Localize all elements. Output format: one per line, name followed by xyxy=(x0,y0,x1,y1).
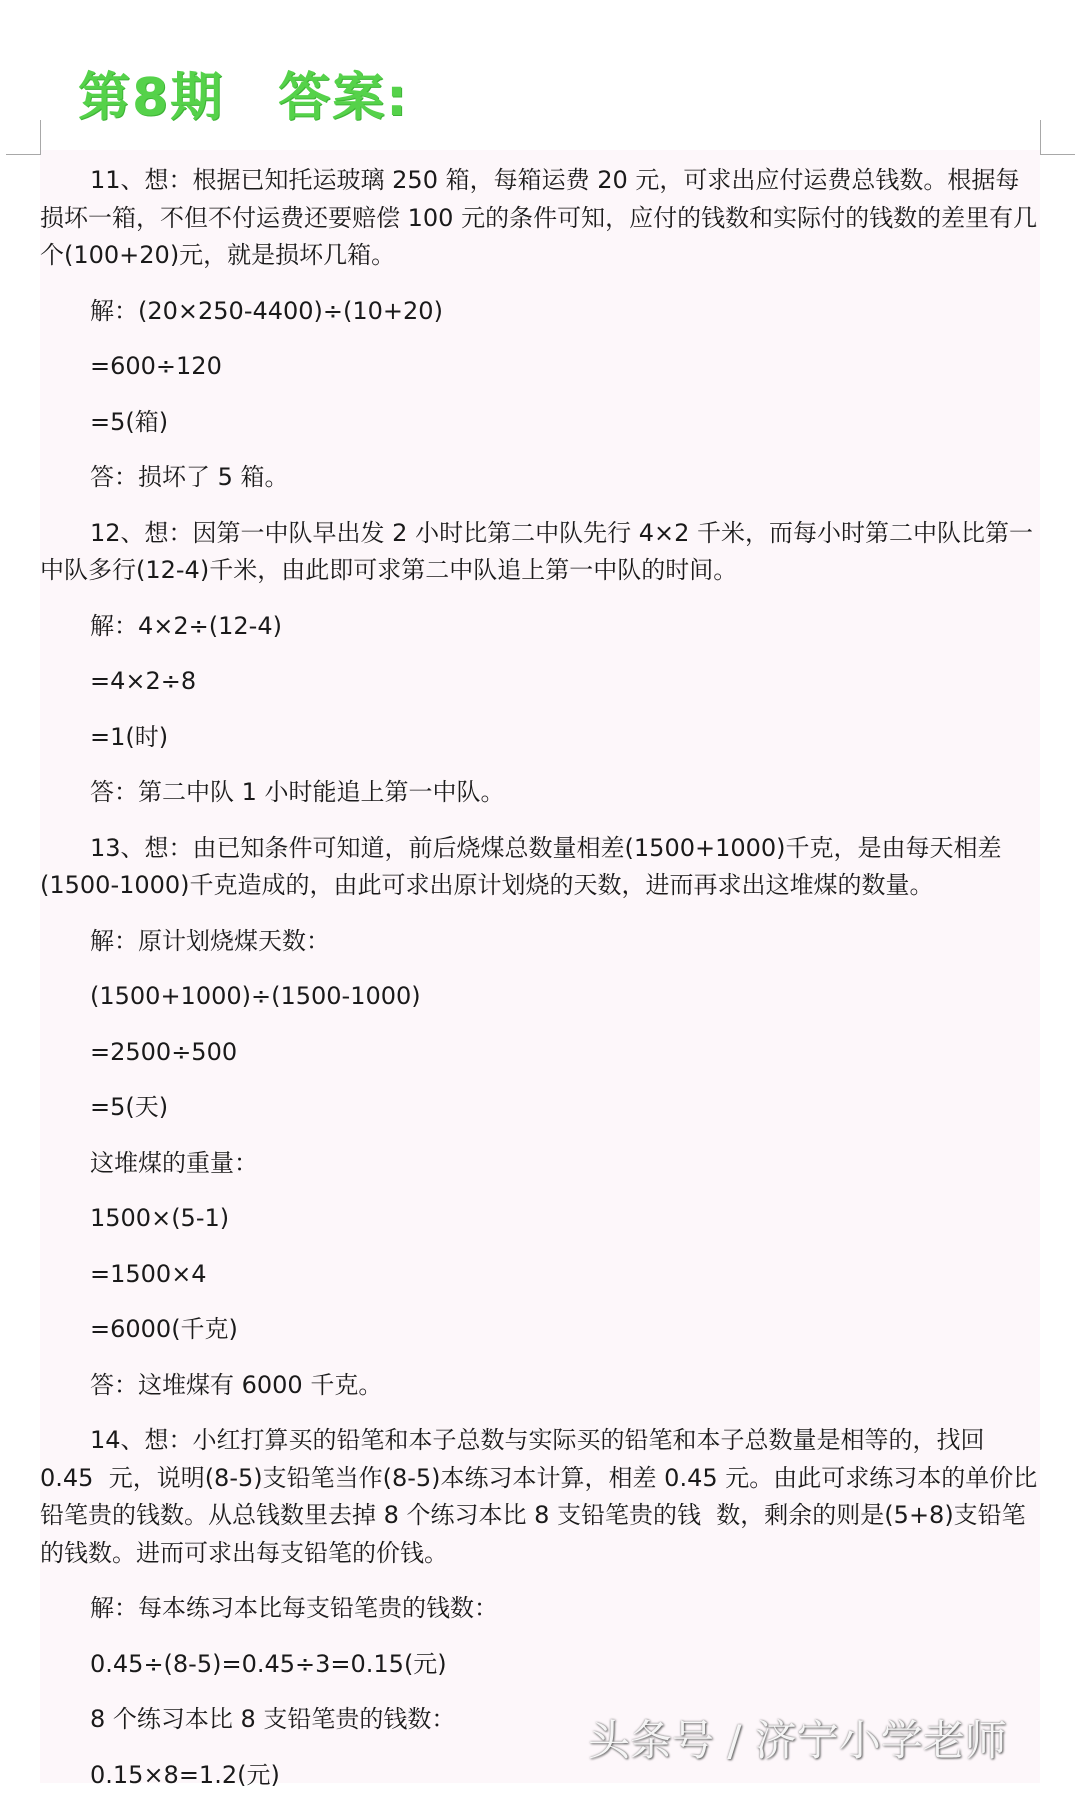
crop-mark-left xyxy=(6,120,41,155)
section-14-reasoning: 14、想：小红打算买的铅笔和本子总数与实际买的铅笔和本子总数量是相等的，找回 0.45 元，说明(8-5)支铅笔当作(8-5)本练习本计算，相差 0.45 元。由此可求练习本的单价比铅笔贵的钱数。从总钱数里去掉 8 个练习本比 8 支铅笔贵的钱 数，剩余的则是(5+8)支铅笔的钱数。进而可求出每支铅笔的价钱。 xyxy=(40,1426,1038,1567)
section-14-line-3: 8 个练习本比 8 支铅笔贵的钱数： xyxy=(90,1705,456,1733)
section-12-reasoning: 12、想：因第一中队早出发 2 小时比第二中队先行 4×2 千米，而每小时第二中队比第一中队多行(12-4)千米，由此即可求第二中队追上第一中队的时间。 xyxy=(40,518,1033,584)
section-12-line-1: 解：4×2÷(12-4) xyxy=(90,611,282,640)
answer-content xyxy=(40,162,1040,1812)
section-12-line-2: =4×2÷8 xyxy=(90,667,197,695)
section-13-line-6: 1500×(5-1) xyxy=(90,1204,230,1232)
section-13-line-8: =6000(千克) xyxy=(90,1315,238,1343)
answer-section-13 xyxy=(40,830,1040,1405)
section-11-reasoning: 11、想：根据已知托运玻璃 250 箱，每箱运费 20 元，可求出应付运费总钱数。根据每损坏一箱，不但不付运费还要赔偿 100 元的条件可知，应付的钱数和实际付的钱数的差里有几个(100+20)元，就是损坏几箱。 xyxy=(40,166,1038,269)
section-14-line-2: 0.45÷(8-5)=0.45÷3=0.15(元) xyxy=(90,1649,447,1678)
section-13-reasoning: 13、想：由已知条件可知道，前后烧煤总数量相差(1500+1000)千克，是由每天相差(1500-1000)千克造成的，由此可求出原计划烧的天数，进而再求出这堆煤的数量。 xyxy=(40,833,1002,899)
section-11-line-2: =600÷120 xyxy=(90,352,222,380)
section-13-answer: 答：这堆煤有 6000 千克。 xyxy=(90,1370,383,1399)
section-12-line-3: =1(时) xyxy=(90,722,169,751)
section-11-line-1: 解：(20×250-4400)÷(10+20) xyxy=(90,296,443,325)
page-title: 第8期 答案: xyxy=(78,68,409,128)
section-11-answer: 答：损坏了 5 箱。 xyxy=(90,463,289,491)
answer-section-11 xyxy=(40,162,1040,497)
section-13-line-2: (1500+1000)÷(1500-1000) xyxy=(90,982,421,1010)
section-13-line-3: =2500÷500 xyxy=(90,1037,238,1066)
crop-mark-right xyxy=(1040,120,1075,155)
section-12-answer: 答：第二中队 1 小时能追上第一中队。 xyxy=(90,778,505,806)
section-13-line-1: 解：原计划烧煤天数： xyxy=(90,926,330,955)
source-watermark: 头条号 / 济宁小学老师 xyxy=(588,1716,1007,1765)
section-13-line-4: =5(天) xyxy=(90,1093,169,1121)
section-14-line-4: 0.15×8=1.2(元) xyxy=(90,1760,280,1789)
section-11-line-3: =5(箱) xyxy=(90,407,169,436)
section-13-line-5: 这堆煤的重量： xyxy=(90,1148,258,1177)
section-14-line-1: 解：每本练习本比每支铅笔贵的钱数： xyxy=(90,1594,498,1622)
section-13-line-7: =1500×4 xyxy=(90,1259,207,1288)
answer-section-12 xyxy=(40,515,1040,812)
